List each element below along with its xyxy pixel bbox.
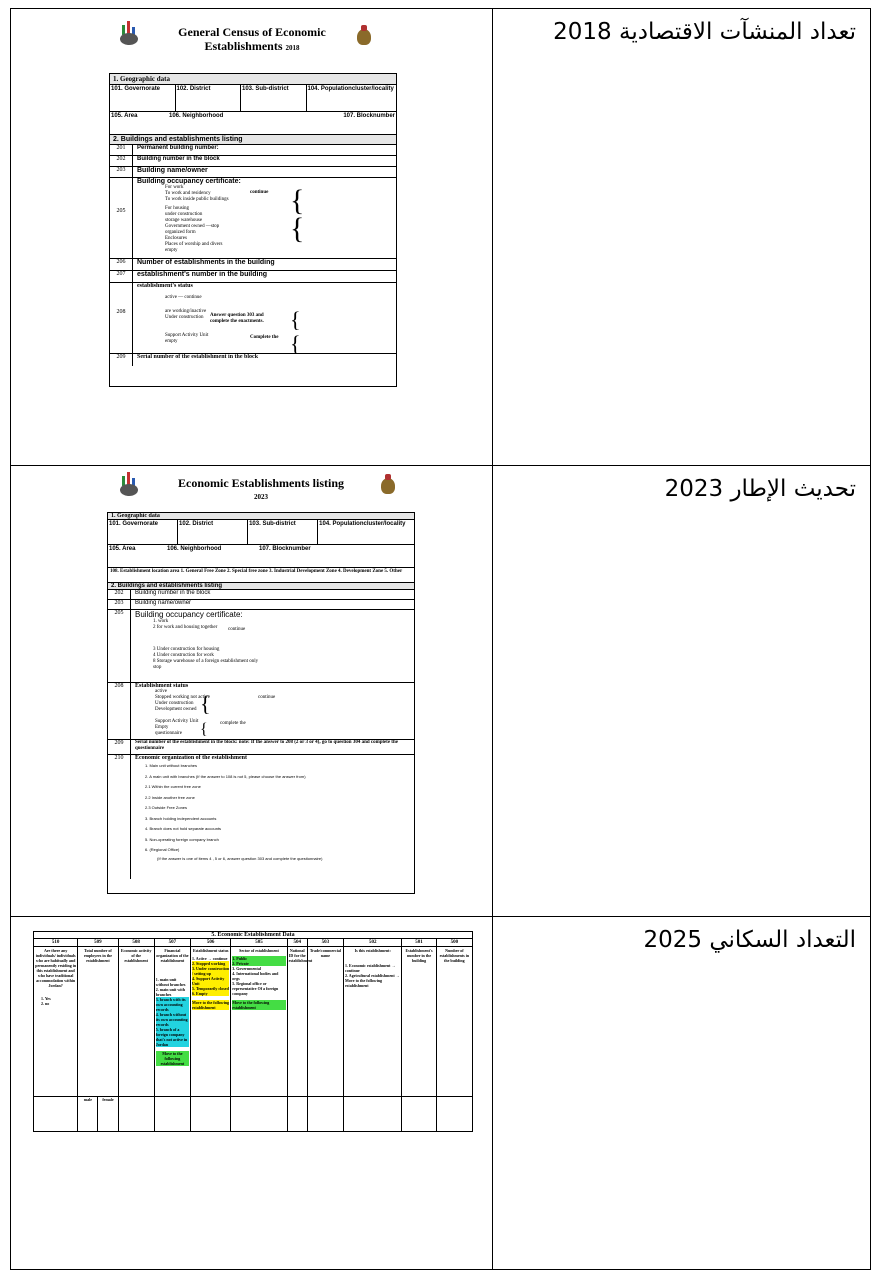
fin-option: 5. branch of a foreign company that's not active in Jordan xyxy=(155,1027,188,1047)
q203-label: Building name/owner xyxy=(137,167,208,174)
col-508: 508 xyxy=(118,939,154,947)
comparison-table xyxy=(10,8,871,1270)
brace-icon: { xyxy=(200,691,211,716)
title-line-1: General Census of Economic xyxy=(178,25,326,39)
q509-text: Total number of employees in the establishment xyxy=(78,947,118,1097)
est-option: 2. Agricultural establishment → Move to the following establishment xyxy=(345,973,400,988)
q201-number: 201 xyxy=(110,145,133,155)
jordan-crest-icon xyxy=(377,474,399,498)
col-505: 505 xyxy=(231,939,287,947)
q203-label: Building name/owner xyxy=(135,600,192,606)
field-106-neighborhood: 106. Neighborhood xyxy=(169,113,224,119)
dos-logo-icon xyxy=(117,23,141,47)
section-buildings: 2. Buildings and establishments listing xyxy=(110,134,396,144)
status-complete: complete the xyxy=(220,721,246,726)
fin-option: 2. main unit with branches xyxy=(155,987,185,997)
status-option: Stopped working not active xyxy=(155,695,211,700)
occupancy-options: For work To work and residency To work inside public buildings For housing under construction storage warehouse Government owned —stop organized form Enclosures Places of worship and divers empty xyxy=(165,185,229,253)
jordan-crest-icon xyxy=(353,25,375,49)
field-104-locality: 104. Populationcluster/locality xyxy=(319,521,406,527)
status-option: Under construction xyxy=(155,701,194,706)
q209-label: Serial number of the establishment in the block xyxy=(137,354,259,360)
q209-number: 209 xyxy=(108,740,131,754)
census-form-2018 xyxy=(103,15,401,399)
status-option: 6. Empty xyxy=(192,991,229,996)
label-2018: تعداد المنشآت الاقتصادية 2018 xyxy=(493,9,871,466)
status-option: Development owned xyxy=(155,707,197,712)
q504-text: National ID for the establishment xyxy=(287,947,307,1097)
status-option: 3. Under construction / setting up xyxy=(192,966,230,976)
col-510: 510 xyxy=(34,939,78,947)
sector-option: 3. Governmental xyxy=(232,966,261,971)
col-503: 503 xyxy=(307,939,343,947)
field-105-area: 105. Area xyxy=(111,113,138,119)
title-year: 2023 xyxy=(254,493,268,501)
col-509: 509 xyxy=(78,939,118,947)
status-option: empty xyxy=(165,339,178,344)
q210-label: Economic organization of the establishment xyxy=(135,755,247,761)
status-continue: continue xyxy=(258,695,276,700)
status-option: active — continue xyxy=(165,295,202,300)
occ-continue: continue xyxy=(228,627,246,632)
occ-option: stop xyxy=(153,665,162,670)
q502-text: Is this establishment: xyxy=(354,948,391,953)
q506-text: Establishment status xyxy=(192,948,229,953)
field-104-locality: 104. Populationcluster/locality xyxy=(307,86,394,92)
field-106-neighborhood: 106. Neighborhood xyxy=(167,546,222,552)
q201-label: Permanent building number: xyxy=(137,145,219,151)
q501-text: Establishment's number in the building xyxy=(402,947,436,1097)
field-105-area: 105. Area xyxy=(109,546,136,552)
form-header xyxy=(103,15,401,65)
q207-label: establishment's number in the building xyxy=(137,271,268,278)
q203-number: 203 xyxy=(108,600,131,609)
section-geographic: 1. Geographic data xyxy=(110,74,396,84)
status-option: Support Activity Unit xyxy=(155,719,199,724)
col-502: 502 xyxy=(344,939,402,947)
title-line-2: Establishments xyxy=(204,39,283,53)
image-cell-2018 xyxy=(11,9,493,466)
q202-number: 202 xyxy=(108,590,131,599)
q202-label: Building number in the block xyxy=(137,156,220,162)
status-option: 1. Active → continue xyxy=(192,956,228,961)
col-506: 506 xyxy=(191,939,231,947)
status-option: 5. Temporarily closed xyxy=(192,986,229,991)
q507-text: Financial organization of the establishment xyxy=(156,948,189,963)
q509-female: female xyxy=(102,1097,114,1102)
col-504: 504 xyxy=(287,939,307,947)
field-102-district: 102. District xyxy=(178,520,248,544)
fin-option: 1. main unit without branches xyxy=(155,977,186,987)
sector-option: 1. Public xyxy=(232,956,285,961)
field-108-location: 108. Establishment location area 1. General Free Zone 2. Special free zone 3. Industrial Development Zone 4. Development Zone 5. Other xyxy=(108,567,414,582)
form-body xyxy=(107,512,415,894)
status-option: 4. Support Activity Unit xyxy=(192,976,229,986)
label-2025: التعداد السكاني 2025 xyxy=(493,917,871,1270)
field-107-block: 107. Blocknumber xyxy=(259,546,311,552)
form-header xyxy=(103,470,419,510)
q205-label: Building occupancy certificate: xyxy=(137,178,241,185)
sector-option: 4. International bodies and orgs xyxy=(232,971,279,981)
fin-move-note: Move to the following establishment xyxy=(156,1051,189,1066)
status-option: 2. Stopped working xyxy=(192,961,229,966)
q503-text: Trade/commercial name xyxy=(307,947,343,1097)
economic-data-table xyxy=(33,938,473,1132)
title-year: 2018 xyxy=(285,44,300,52)
form-title xyxy=(178,25,326,55)
q210-number: 210 xyxy=(108,755,131,879)
field-103-subdistrict: 103. Sub-district xyxy=(248,520,318,544)
brace-icon: { xyxy=(200,721,208,738)
field-101-governorate: 101. Governorate xyxy=(108,520,178,544)
q208-label: establishment's status xyxy=(137,283,193,289)
field-101-governorate: 101. Governorate xyxy=(110,85,176,111)
q206-number: 206 xyxy=(110,259,133,270)
table-title: 5. Economic Establishment Data xyxy=(33,931,473,938)
status-option: Support Activity Unit xyxy=(165,333,209,338)
status-move-note: Move to the following establishment xyxy=(192,1000,230,1010)
q202-number: 202 xyxy=(110,156,133,166)
image-cell-2025 xyxy=(11,917,493,1270)
brace-icon: { xyxy=(290,307,301,332)
col-507: 507 xyxy=(154,939,190,947)
field-107-block: 107. Blocknumber xyxy=(343,113,395,119)
dos-logo-icon xyxy=(117,474,141,498)
q205-label: Building occupancy certificate: xyxy=(135,610,243,619)
listing-form-2023 xyxy=(103,470,419,910)
status-note-2: Complete the xyxy=(250,335,279,340)
sector-move-note: Move to the following establishment xyxy=(232,1000,285,1010)
occ-option: 2 for work and housing together xyxy=(153,625,218,630)
census-table-2025 xyxy=(33,931,473,1132)
sector-option: 5. Regional office or representative Of a foreign company xyxy=(232,981,279,996)
q510-yes: 1. Yes xyxy=(41,996,51,1001)
q205-number: 205 xyxy=(110,178,133,258)
brace-icon: { xyxy=(290,331,301,356)
status-questionnaire: questionnaire xyxy=(155,731,182,736)
image-cell-2023 xyxy=(11,466,493,917)
brace-icon: { xyxy=(290,212,305,245)
occ-continue: continue xyxy=(250,190,269,195)
status-note-1: Answer question 303 and complete the enactments. xyxy=(210,313,264,324)
sector-option: 2. Private xyxy=(232,961,285,966)
q208-number: 208 xyxy=(108,683,131,739)
brace-icon: { xyxy=(290,184,305,217)
fin-option: 3. branch with its own accounting records xyxy=(156,997,189,1012)
q505-text: Sector of establishment xyxy=(239,948,279,953)
row-2018 xyxy=(11,9,871,466)
label-2023: تحديث الإطار 2023 xyxy=(493,466,871,917)
col-500: 500 xyxy=(436,939,472,947)
q508-text: Economic activity of the establishment xyxy=(118,947,154,1097)
q202-label: Building number in the block xyxy=(135,590,211,596)
occ-option: 4 Under construction for work xyxy=(153,653,214,658)
row-2025 xyxy=(11,917,871,1270)
status-option: are working/inactive xyxy=(165,309,207,314)
q203-number: 203 xyxy=(110,167,133,177)
form-body xyxy=(109,73,397,387)
section-geographic: 1. Geographic data xyxy=(108,513,414,519)
q500-text: Number of establishments in the building xyxy=(436,947,472,1097)
status-option: Under construction xyxy=(165,315,204,320)
status-option: active xyxy=(155,689,167,694)
occ-option: 3 Under construction for housing xyxy=(153,647,220,652)
q205-number: 205 xyxy=(108,610,131,682)
title-line-1: Economic Establishments listing xyxy=(177,476,345,490)
q208-number: 208 xyxy=(110,283,133,353)
fin-option: 4. branch without its own accounting records xyxy=(155,1012,188,1027)
q509-male: male xyxy=(78,1097,98,1131)
q510-text: Are there any individuals/ individuals who are habitually and permanently residing in this establishment and who have traditional accommodation within Jordan? xyxy=(35,948,77,988)
q209-number: 209 xyxy=(110,354,133,366)
status-option: Empty xyxy=(155,725,169,730)
est-option: 1. Economic establishment → continue xyxy=(345,963,396,973)
field-102-district: 102. District xyxy=(176,85,242,111)
q209-label: Serial number of the establishment in the block: note: If the answer to 208 (2 or 3 or 4), go to question 304 and complete the questionnaire xyxy=(135,740,398,751)
occ-option: 8 Storage warehouse of a foreign establishment only xyxy=(153,659,259,664)
q208-label: Establishment status xyxy=(135,683,189,689)
col-501: 501 xyxy=(402,939,436,947)
field-103-subdistrict: 103. Sub-district xyxy=(241,85,307,111)
occ-option: 1. work xyxy=(153,619,169,624)
q206-label: Number of establishments in the building xyxy=(137,259,275,266)
row-2023 xyxy=(11,466,871,917)
section-buildings: 2. Buildings and establishments listing xyxy=(108,582,414,589)
q510-no: 2. no xyxy=(41,1001,50,1006)
org-options: 1. Main unit without branches 2. A main unit with branches (If the answer to 108 is not 5, please choose the answer from) 2.1 Within the current free zone 2.2 Inside another free zone 2.3 Outside Free Zones 3. Branch holding independent accounts 4. Branch does not hold separate accounts 5. Non-operating foreign company branch 6. (Regional Office) (If the answer is one of items 4 , 5 or 6, answer question 303 and complete the questionnaire) xyxy=(145,763,323,861)
q207-number: 207 xyxy=(110,271,133,282)
form-title xyxy=(178,476,344,504)
